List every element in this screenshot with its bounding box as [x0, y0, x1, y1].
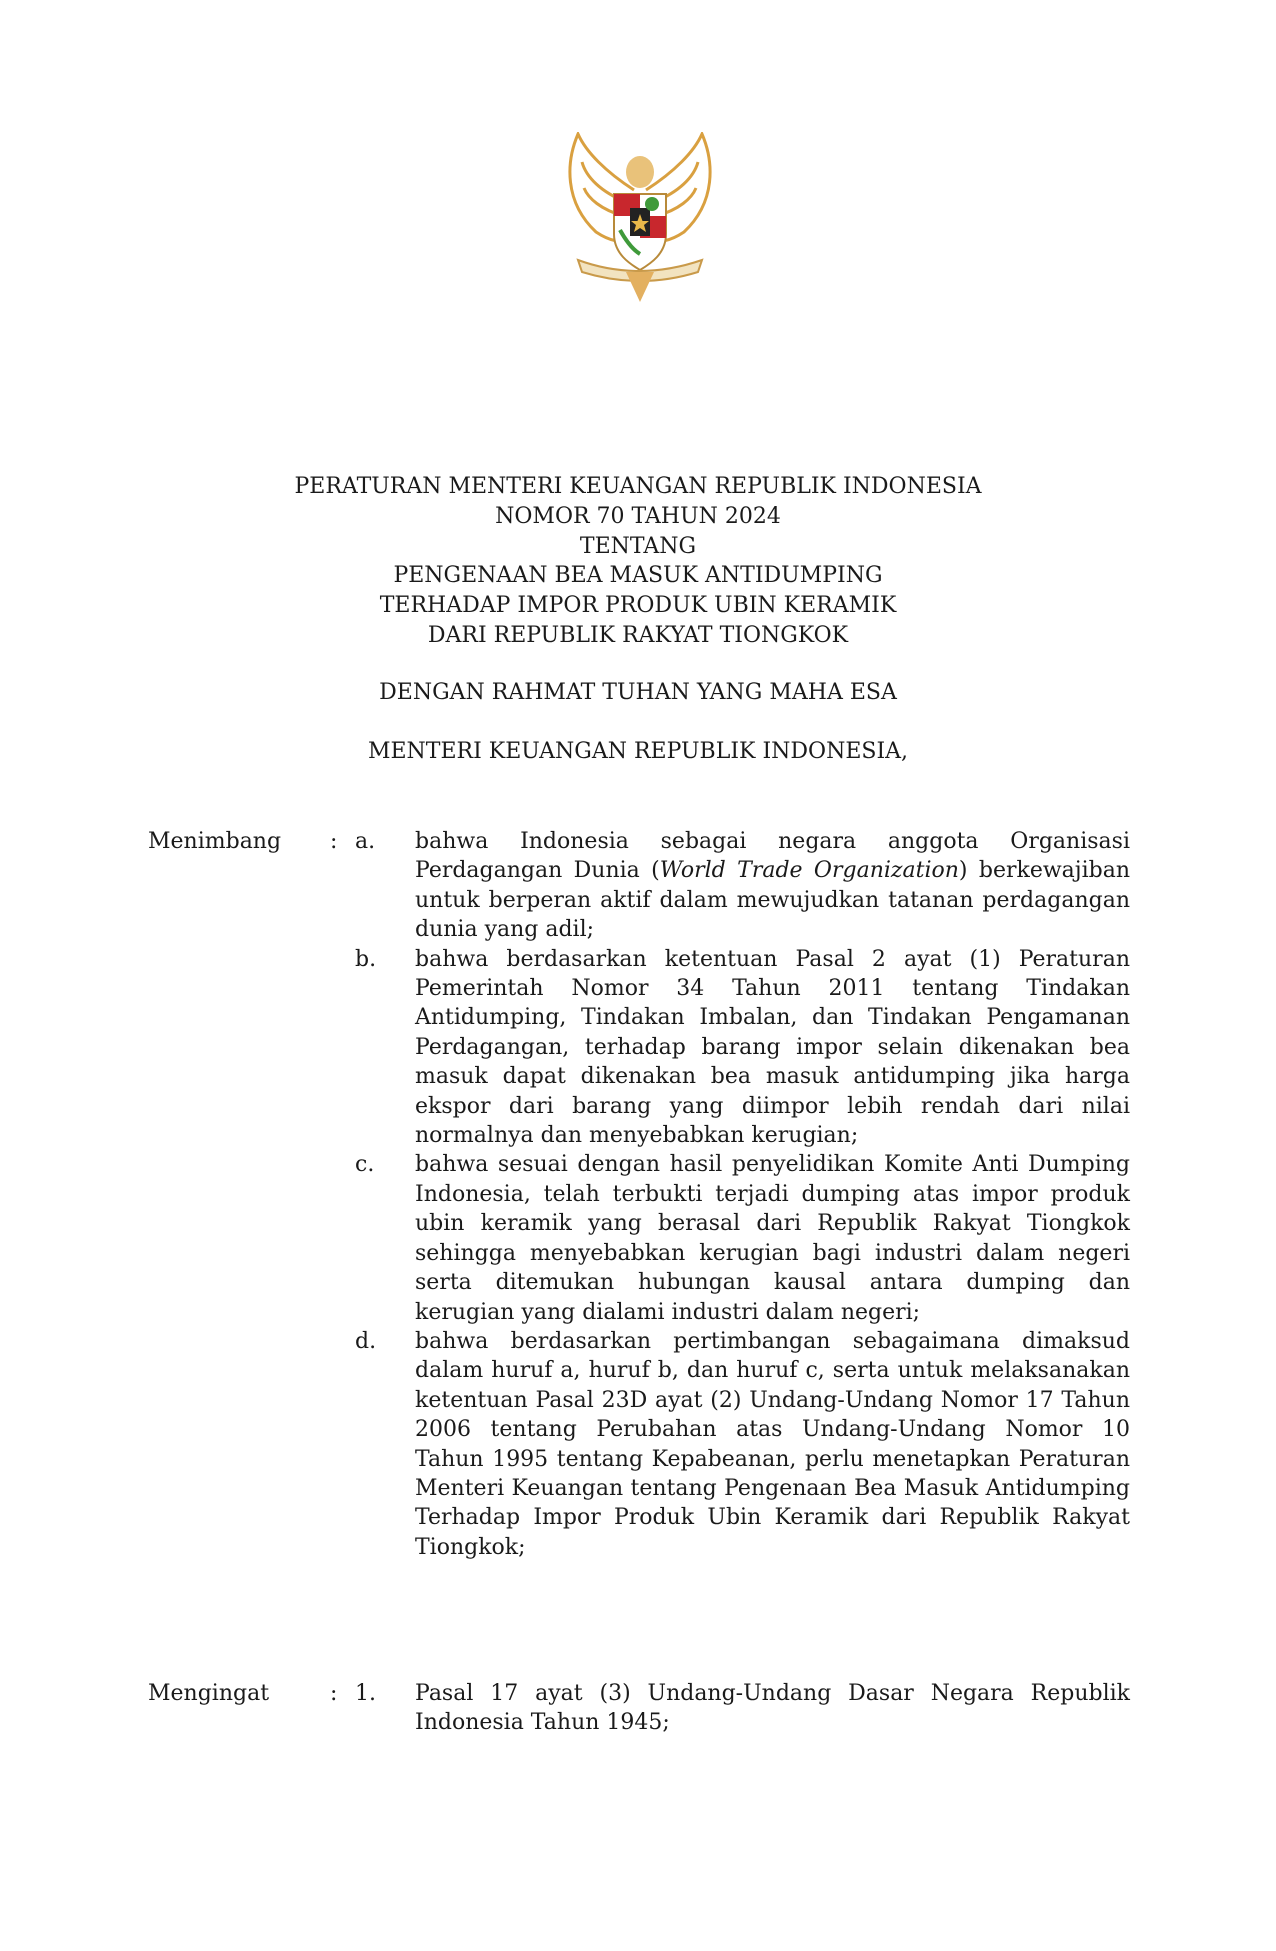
title-line: TERHADAP IMPOR PRODUK UBIN KERAMIK [379, 593, 897, 619]
title-line: NOMOR 70 TAHUN 2024 [495, 503, 781, 529]
garuda-emblem-icon [556, 132, 724, 308]
title-line: DARI REPUBLIK RAKYAT TIONGKOK [427, 622, 849, 648]
title-line: PERATURAN MENTERI KEUANGAN REPUBLIK INDONESIA [294, 474, 982, 499]
issuer: MENTERI KEUANGAN REPUBLIK INDONESIA, [367, 739, 909, 764]
italic-term: World Trade Organization [659, 858, 959, 884]
section-label: Menimbang [148, 829, 282, 854]
item-letter: c. [355, 1152, 375, 1178]
item-text [415, 827, 1130, 945]
colon: : [330, 829, 338, 854]
menimbang-item [148, 945, 1130, 1151]
item-text: Pasal 17 ayat (3) Undang-Undang Dasar Negara Republik Indonesia Tahun 1945; [415, 1681, 1130, 1736]
item-letter: b. [355, 946, 377, 972]
item-text: bahwa berdasarkan ketentuan Pasal 2 ayat (1) Peraturan Pemerintah Nomor 34 Tahun 2011 tentang Tindakan Antidumping, Tindakan Imbalan, dan Tindakan Pengamanan Perdagangan, terhadap barang impor selain dikenakan bea masuk dapat dikenakan bea masuk antidumping jika harga ekspor dari barang yang diimpor lebih rendah dari nilai normalnya dan menyebabkan kerugian; [415, 946, 1130, 1149]
item-number: 1. [355, 1681, 376, 1706]
title-line: TENTANG [579, 533, 697, 559]
menimbang-section [148, 827, 1130, 1562]
section-label: Mengingat [148, 1681, 270, 1706]
mengingat-section [148, 1679, 1130, 1738]
item-letter: d. [355, 1328, 377, 1354]
menimbang-item [148, 1150, 1130, 1326]
menimbang-item [148, 1327, 1130, 1562]
text-part: ) berkewajiban untuk berperan aktif dalam mewujudkan tatanan perdagangan dunia yang adil; [415, 858, 1131, 943]
title-line: PENGENAAN BEA MASUK ANTIDUMPING [393, 563, 883, 589]
item-text: bahwa sesuai dengan hasil penyelidikan Komite Anti Dumping Indonesia, telah terbukti terjadi dumping atas impor produk ubin keramik yang berasal dari Republik Rakyat Tiongkok sehingga menyebabkan kerugian bagi industri dalam negeri serta ditemukan hubungan kausal antara dumping dan kerugian yang dialami industri dalam negeri; [415, 1152, 1130, 1325]
mengingat-item [148, 1679, 1130, 1738]
item-letter: a. [355, 829, 376, 854]
colon: : [330, 1681, 338, 1706]
text-part: bahwa Indonesia sebagai negara anggota Organisasi Perdagangan Dunia ( [415, 829, 1130, 884]
invocation: DENGAN RAHMAT TUHAN YANG MAHA ESA [379, 680, 897, 705]
menimbang-item [148, 827, 1130, 945]
item-text: bahwa berdasarkan pertimbangan sebagaimana dimaksud dalam huruf a, huruf b, dan huruf c, serta untuk melaksanakan ketentuan Pasal 23D ayat (2) Undang-Undang Nomor 17 Tahun 2006 tentang Perubahan atas Undang-Undang Nomor 10 Tahun 1995 tentang Kepabeanan, perlu menetapkan Peraturan Menteri Keuangan tentang Pengenaan Bea Masuk Antidumping Terhadap Impor Produk Ubin Keramik dari Republik Rakyat Tiongkok; [415, 1328, 1130, 1560]
regulation-title [0, 472, 1276, 651]
